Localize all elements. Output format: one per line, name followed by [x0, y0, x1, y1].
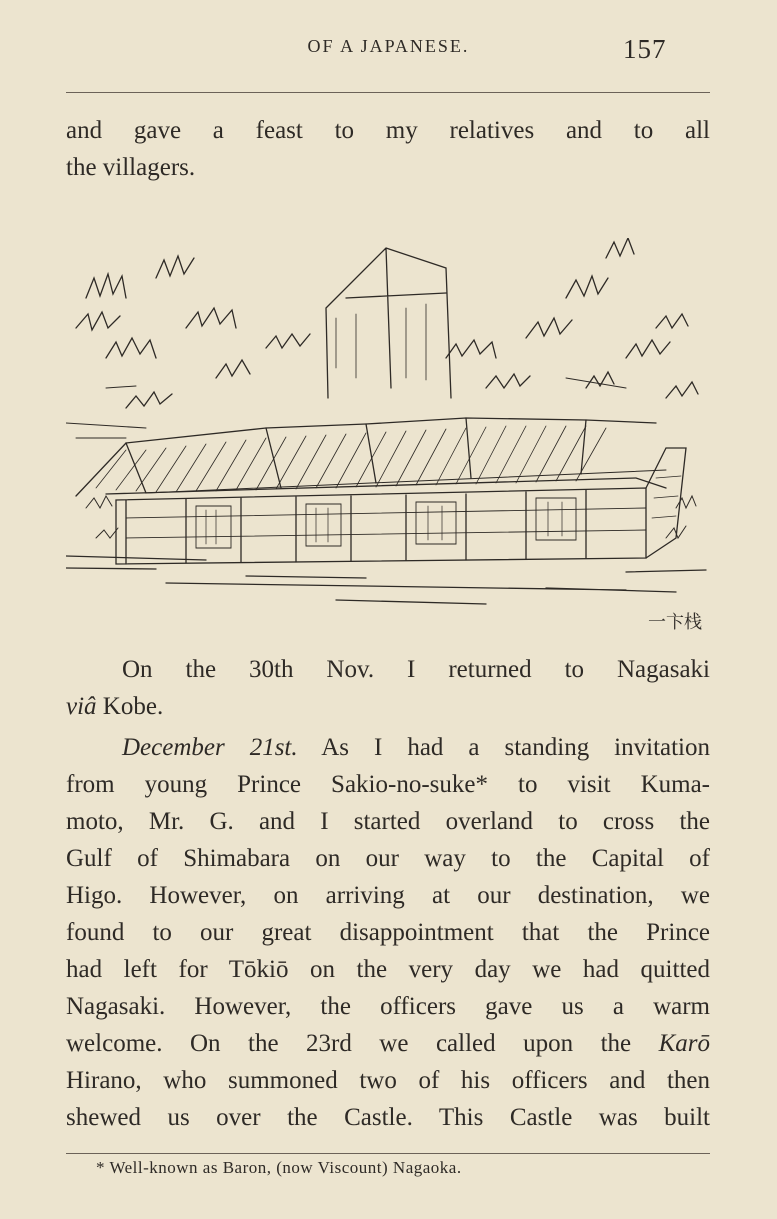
paragraph-feast	[66, 112, 710, 186]
text-line: found to our great disappointment that the Prince	[66, 919, 710, 946]
text-line: Hirano, who summoned two of his officers and then	[66, 1067, 710, 1094]
text-line: shewed us over the Castle. This Castle was built	[66, 1104, 710, 1131]
text-line: Higo. However, on arriving at our destination, we	[66, 882, 710, 909]
text-line	[66, 688, 710, 725]
page-number: 157	[623, 34, 667, 64]
date-heading: December 21st.	[122, 734, 298, 761]
text-run: As I had a standing invitation	[297, 734, 710, 761]
text-line: moto, Mr. G. and I started overland to cross the	[66, 808, 710, 835]
artist-mark: 一卞栈	[648, 612, 702, 633]
paragraph-return	[66, 651, 710, 725]
text-line: Nagasaki. However, the officers gave us a warm	[66, 993, 710, 1020]
text-line	[66, 729, 710, 766]
italic-word: viâ	[66, 693, 97, 720]
text-line: and gave a feast to my relatives and to all	[66, 117, 710, 144]
text-line: from young Prince Sakio-no-suke* to visit Kuma-	[66, 771, 710, 798]
text-line	[66, 1025, 710, 1062]
paragraph-december	[66, 729, 710, 1136]
text-line: had left for Tōkiō on the very day we had quitted	[66, 956, 710, 983]
footnote: * Well-known as Baron, (now Viscount) Nagaoka.	[96, 1158, 462, 1177]
running-head: OF A JAPANESE.	[307, 36, 470, 56]
text-line: Gulf of Shimabara on our way to the Capital of	[66, 845, 710, 872]
text-run: welcome. On the 23rd we called upon the	[66, 1030, 659, 1057]
house-illustration	[66, 238, 710, 638]
italic-word: Karō	[658, 1030, 710, 1057]
text-line: On the 30th Nov. I returned to Nagasaki	[122, 656, 710, 683]
header-rule	[66, 92, 710, 93]
text-line: the villagers.	[66, 154, 196, 181]
text-run: Kobe.	[96, 693, 164, 720]
footnote-rule	[66, 1153, 710, 1154]
